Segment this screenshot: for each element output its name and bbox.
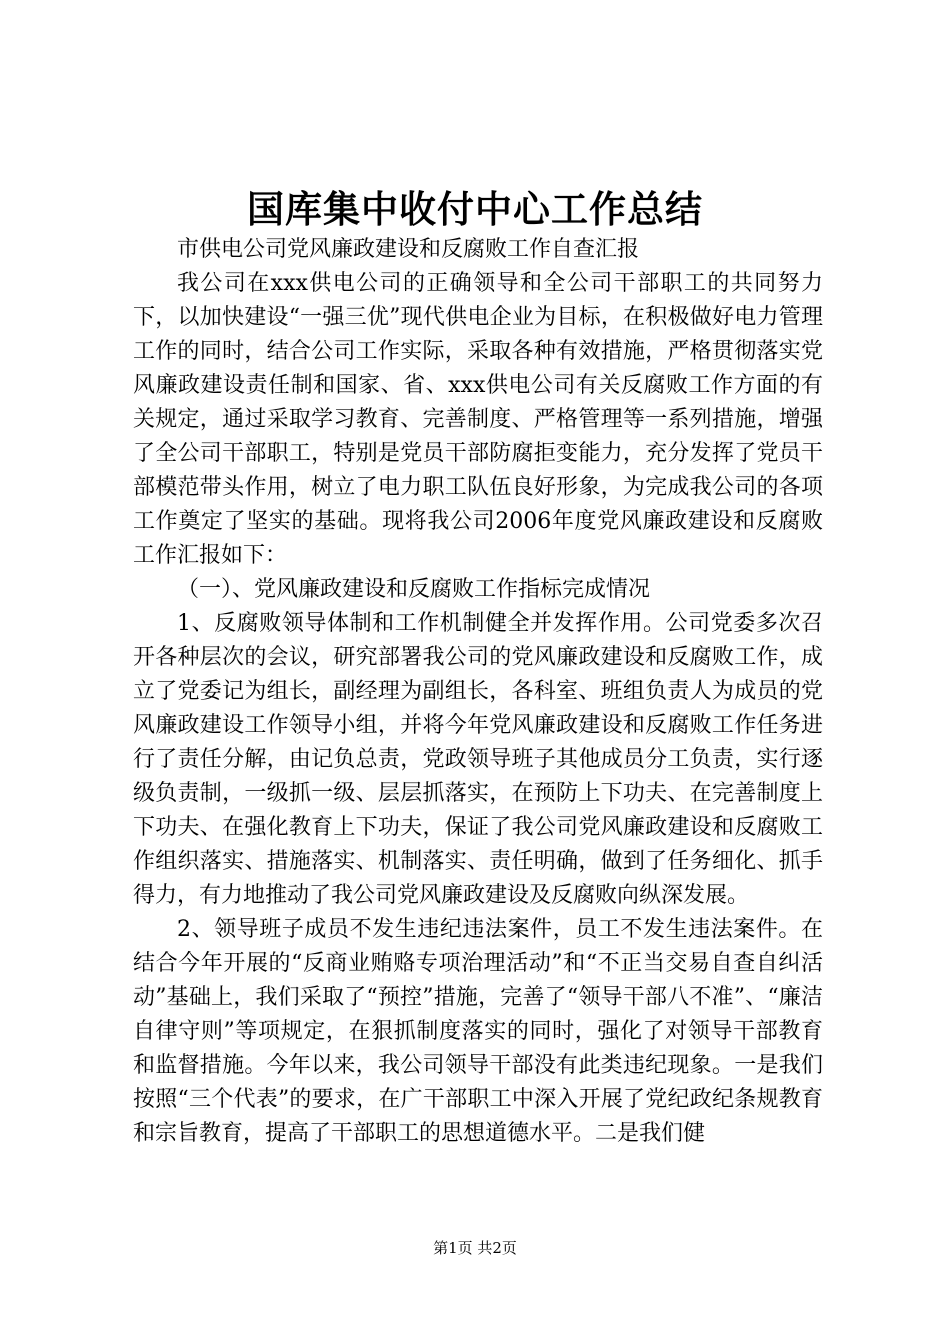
report-subtitle: 市供电公司党风廉政建设和反腐败工作自查汇报 bbox=[177, 237, 640, 262]
page-title: 国库集中收付中心工作总结 bbox=[247, 187, 703, 231]
body-paragraph-2: 2、领导班子成员不发生违纪违法案件，员工不发生违法案件。在结合今年开展的“反商业贿赂专项治理活动”和“不正当交易自查自纠活动”基础上，我们采取了“预控”措施，完善了“领导干部八不准”、“廉洁自律守则”等项规定，在狠抓制度落实的同时，强化了对领导干部教育和监督措施。今年以来，我公司领导干部没有此类违纪现象。一是我们按照“三个代表”的要求，在广干部职工中深入开展了党纪政纪条规教育和宗旨教育，提高了干部职工的思想道德水平。二是我们健 bbox=[133, 917, 823, 1146]
page-footer: 第1页 共2页 bbox=[433, 1239, 517, 1257]
section-heading: （一）、党风廉政建设和反腐败工作指标完成情况 bbox=[177, 577, 651, 602]
intro-paragraph: 我公司在xxx供电公司的正确领导和全公司干部职工的共同努力下，以加快建设“一强三优”现代供电企业为目标，在积极做好电力管理工作的同时，结合公司工作实际，采取各种有效措施，严格贯彻落实党风廉政建设责任制和国家、省、xxx供电公司有关反腐败工作方面的有关规定，通过采取学习教育、完善制度、严格管理等一系列措施，增强了全公司干部职工，特别是党员干部防腐拒变能力，充分发挥了党员干部模范带头作用，树立了电力职工队伍良好形象，为完成我公司的各项工作奠定了坚实的基础。现将我公司2006年度党风廉政建设和反腐败工作汇报如下： bbox=[133, 271, 823, 568]
body-paragraph-1: 1、反腐败领导体制和工作机制健全并发挥作用。公司党委多次召开各种层次的会议，研究部署我公司的党风廉政建设和反腐败工作，成立了党委记为组长，副经理为副组长，各科室、班组负责人为成员的党风廉政建设工作领导小组，并将今年党风廉政建设和反腐败工作任务进行了责任分解，由记负总责，党政领导班子其他成员分工负责，实行逐级负责制，一级抓一级、层层抓落实，在预防上下功夫、在完善制度上下功夫、在强化教育上下功夫，保证了我公司党风廉政建设和反腐败工作组织落实、措施落实、机制落实、责任明确，做到了任务细化、抓手得力，有力地推动了我公司党风廉政建设及反腐败向纵深发展。 bbox=[133, 611, 823, 908]
document-body bbox=[133, 233, 823, 1151]
